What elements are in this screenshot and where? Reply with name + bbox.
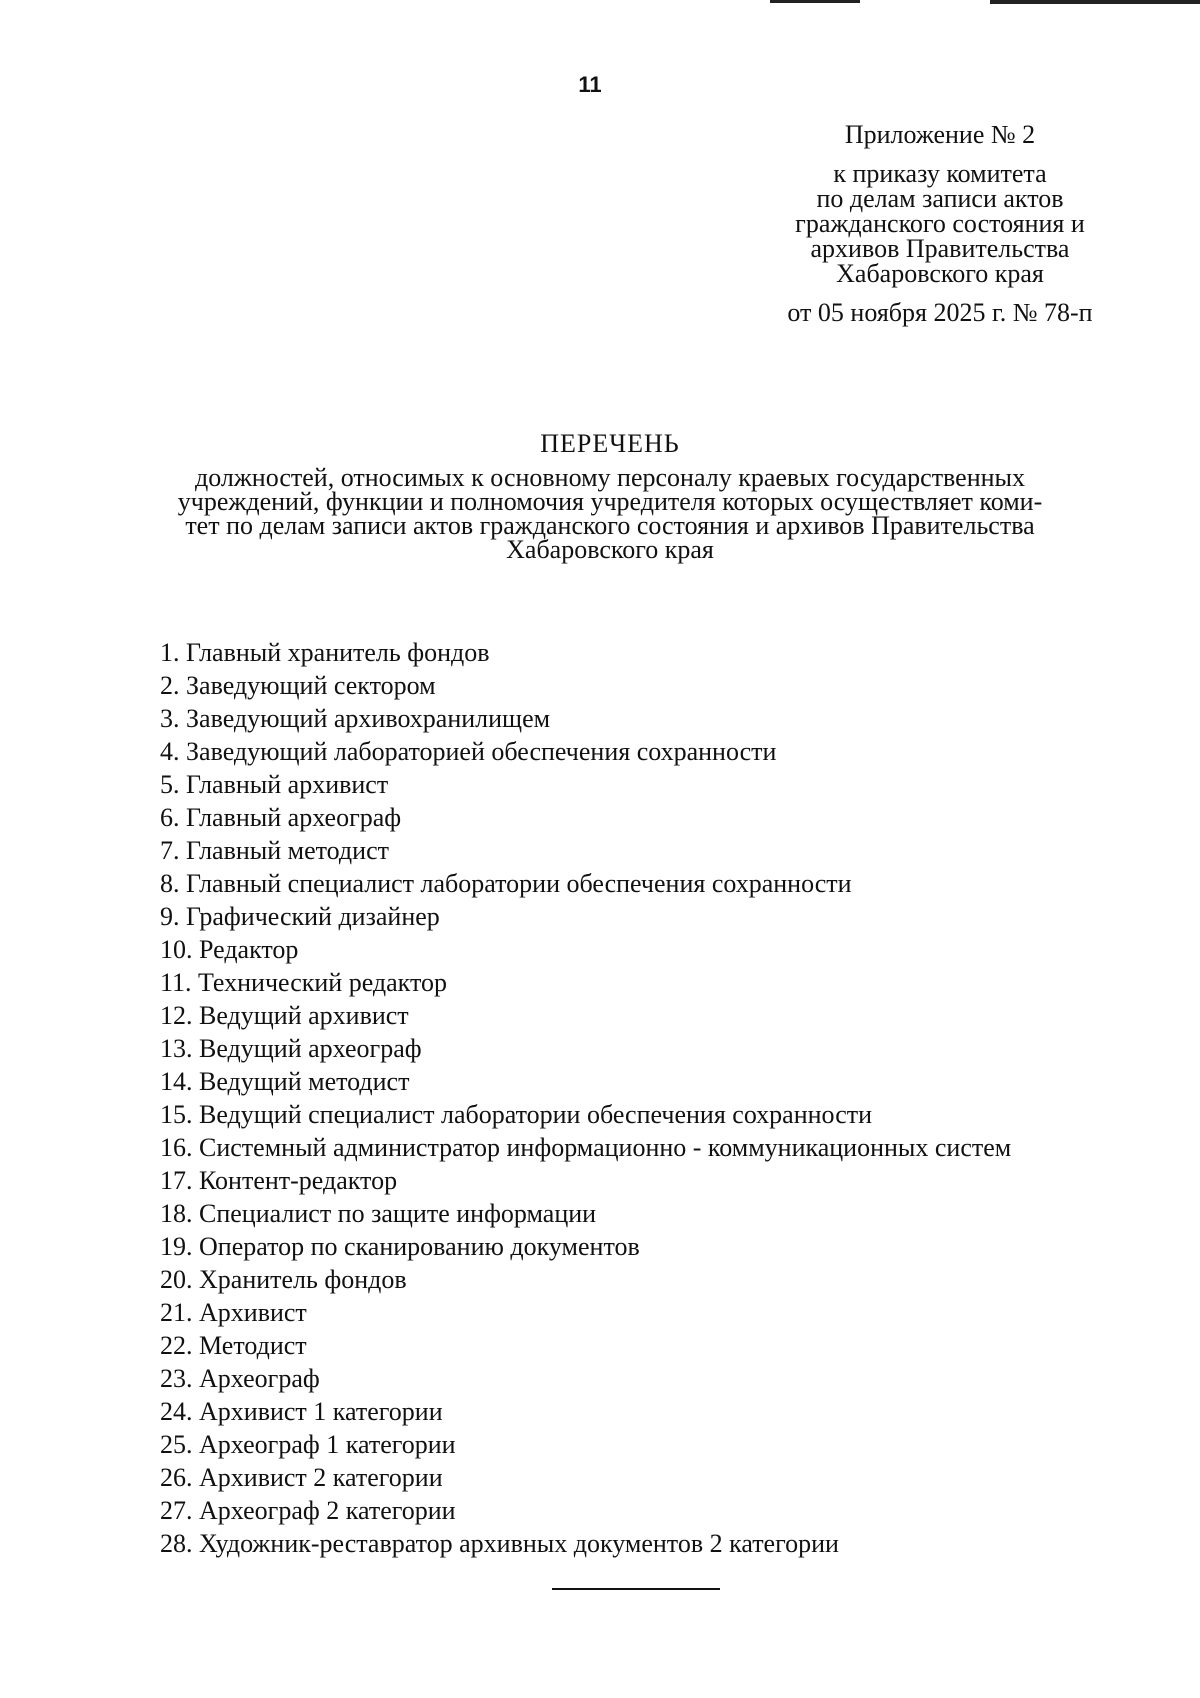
list-item: 6. Главный археограф [160, 803, 402, 832]
list-item: 14. Ведущий методист [160, 1067, 410, 1096]
appendix-date: от 05 ноября 2025 г. № 78-п [787, 298, 1093, 327]
appendix-line: архивов Правительства [810, 234, 1070, 263]
appendix-line: гражданского состояния и [795, 209, 1085, 238]
list-item: 23. Археограф [160, 1364, 320, 1393]
list-item: 3. Заведующий архивохранилищем [160, 704, 551, 733]
list-item: 18. Специалист по защите информации [160, 1199, 597, 1228]
heading-title: ПЕРЕЧЕНЬ [540, 429, 680, 458]
appendix-title: Приложение № 2 [844, 120, 1036, 149]
list-item: 12. Ведущий архивист [160, 1001, 409, 1030]
appendix-header [740, 122, 1140, 325]
list-item: 22. Методист [160, 1331, 307, 1360]
list-item: 13. Ведущий археограф [160, 1034, 422, 1063]
list-item: 21. Архивист [160, 1298, 307, 1327]
list-item: 19. Оператор по сканированию документов [160, 1232, 640, 1261]
list-item: 26. Архивист 2 категории [160, 1463, 443, 1492]
list-item: 7. Главный методист [160, 836, 389, 865]
list-item: 8. Главный специалист лаборатории обеспечения сохранности [160, 869, 852, 898]
page-number: 11 [578, 72, 602, 97]
heading-line: Хабаровского края [506, 535, 714, 564]
heading-line: учреждений, функции и полномочия учредителя которых осуществляет коми- [177, 487, 1043, 516]
heading-line: должностей, относимых к основному персоналу краевых государственных [194, 463, 1026, 492]
document-heading [130, 429, 1090, 564]
list-item: 5. Главный архивист [160, 770, 389, 799]
appendix-line: по делам записи актов [816, 184, 1064, 213]
list-item: 2. Заведующий сектором [160, 671, 436, 700]
list-item: 28. Художник-реставратор архивных документов 2 категории [160, 1529, 839, 1558]
list-item: 24. Архивист 1 категории [160, 1397, 443, 1426]
positions-list [160, 636, 1160, 1560]
list-item: 1. Главный хранитель фондов [160, 638, 490, 667]
list-item: 25. Археограф 1 категории [160, 1430, 456, 1459]
list-item: 17. Контент-редактор [160, 1166, 398, 1195]
list-item: 16. Системный администратор информационно - коммуникационных систем [160, 1133, 1012, 1162]
list-item: 11. Технический редактор [160, 968, 447, 997]
list-item: 20. Хранитель фондов [160, 1265, 407, 1294]
list-item: 15. Ведущий специалист лаборатории обеспечения сохранности [160, 1100, 873, 1129]
scan-artifact [990, 0, 1200, 4]
list-item: 27. Археограф 2 категории [160, 1496, 456, 1525]
heading-line: тет по делам записи актов гражданского состояния и архивов Правительства [185, 511, 1035, 540]
list-item: 4. Заведующий лабораторией обеспечения сохранности [160, 737, 777, 766]
list-item: 10. Редактор [160, 935, 299, 964]
appendix-line: Хабаровского края [836, 259, 1044, 288]
list-item: 9. Графический дизайнер [160, 902, 440, 931]
appendix-line: к приказу комитета [833, 159, 1047, 188]
scan-artifact [770, 0, 860, 3]
end-divider [552, 1588, 720, 1590]
